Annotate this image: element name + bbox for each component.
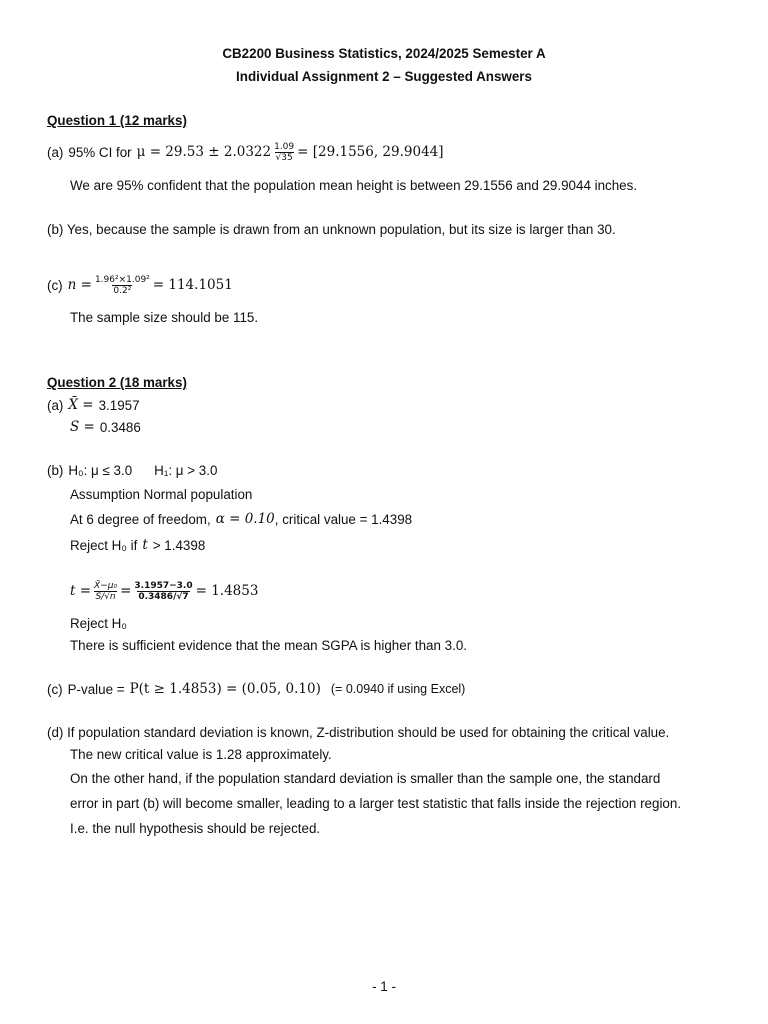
q2b-hypotheses	[47, 463, 217, 478]
q1c-frac-num: 1.96²×1.09²	[94, 274, 150, 285]
q2b-reject-t: t	[142, 537, 148, 553]
document-title: CB2200 Business Statistics, 2024/2025 Semester A	[222, 46, 546, 61]
q1a-label: (a)	[47, 144, 64, 160]
q2c-expr: P(t ≥ 1.4853) = (0.05, 0.10)	[129, 681, 321, 697]
q2b-reject-pre: Reject H₀ if	[70, 537, 138, 553]
q2a-xbar-lhs: X̄ =	[68, 397, 94, 413]
q2d-line4: error in part (b) will become smaller, leading to a larger test statistic that falls inside the rejection region.	[70, 796, 682, 811]
q2a-label: (a)	[47, 397, 64, 413]
q1a-frac-num: 1.09	[274, 141, 295, 152]
q2b-decision: Reject H₀	[70, 616, 127, 631]
q1a-frac-den: √35	[275, 152, 293, 163]
q2b-f1-den: S/√n	[95, 591, 116, 602]
q1a-lead: 95% CI for	[68, 144, 132, 160]
q2b-t-rhs: = 1.4853	[195, 583, 259, 599]
q1b-answer: (b) Yes, because the sample is drawn from an unknown population, but its size is larger than 30.	[47, 222, 616, 237]
q2d-line2: The new critical value is 1.28 approximately.	[70, 747, 332, 762]
q2b-fraction-symbolic	[93, 581, 118, 602]
q2b-test-statistic	[70, 576, 258, 606]
q2b-h0: H₀: μ ≤ 3.0	[68, 463, 133, 478]
q2b-label: (b)	[47, 463, 64, 478]
q2d-line1: (d) If population standard deviation is known, Z-distribution should be used for obtaining the critical value.	[47, 725, 670, 740]
q2c-note: (= 0.0940 if using Excel)	[330, 682, 466, 696]
q1a-interpretation: We are 95% confident that the population mean height is between 29.1556 and 29.9044 inches.	[70, 178, 638, 193]
q1c-conclusion: The sample size should be 115.	[70, 310, 259, 325]
q1-heading: Question 1 (12 marks)	[47, 113, 187, 128]
q2b-t-lhs: t =	[70, 583, 92, 599]
q2c-label: (c)	[47, 681, 63, 697]
q2b-reject-post: > 1.4398	[152, 537, 206, 553]
q2c-lead: P-value =	[67, 681, 125, 697]
q2b-conclusion: There is sufficient evidence that the mean SGPA is higher than 3.0.	[70, 638, 467, 653]
q1c-fraction	[94, 275, 151, 296]
q1c-frac-den: 0.2²	[113, 285, 132, 296]
q2b-reject-rule	[70, 537, 205, 553]
q2b-f2-den: 0.3486/√7	[138, 591, 189, 602]
q2b-f1-num: X̄−μ₀	[94, 580, 118, 591]
q2c-pvalue	[47, 681, 465, 697]
q2a-xbar	[47, 397, 140, 413]
q2b-critical-value	[70, 511, 412, 527]
q1a-rhs: = [29.1556, 29.9044]	[297, 144, 444, 160]
q2b-alpha: α = 0.10	[215, 511, 275, 527]
q2a-s	[70, 419, 141, 435]
q1a-fraction	[273, 142, 295, 163]
q2a-s-value: 0.3486	[99, 419, 141, 435]
q1c-label: (c)	[47, 277, 63, 293]
q2d-line5: I.e. the null hypothesis should be rejected.	[70, 821, 321, 836]
q2b-assumption: Assumption Normal population	[70, 487, 253, 502]
q2b-crit-text: , critical value = 1.4398	[274, 511, 413, 527]
q1a-lhs: μ = 29.53 ± 2.0322	[136, 144, 272, 160]
q2b-eq: =	[120, 583, 132, 599]
q2b-df-text: At 6 degree of freedom,	[70, 511, 211, 527]
q2b-f2-num: 3.1957−3.0	[134, 580, 193, 591]
q1c-rhs: = 114.1051	[152, 277, 233, 293]
q2-heading: Question 2 (18 marks)	[47, 375, 187, 390]
document-subtitle: Individual Assignment 2 – Suggested Answers	[236, 69, 532, 84]
q2a-xbar-value: 3.1957	[98, 397, 140, 413]
q1c-formula	[47, 270, 233, 300]
q2d-line3: On the other hand, if the population standard deviation is smaller than the sample one, the standard	[70, 771, 661, 786]
q2b-h1: H₁: μ > 3.0	[154, 463, 218, 478]
q2a-s-lhs: S =	[70, 419, 95, 435]
q1c-lhs: n =	[67, 277, 92, 293]
page-number: - 1 -	[372, 979, 396, 994]
q1a-formula	[47, 137, 444, 167]
q2b-fraction-numeric	[133, 581, 193, 602]
